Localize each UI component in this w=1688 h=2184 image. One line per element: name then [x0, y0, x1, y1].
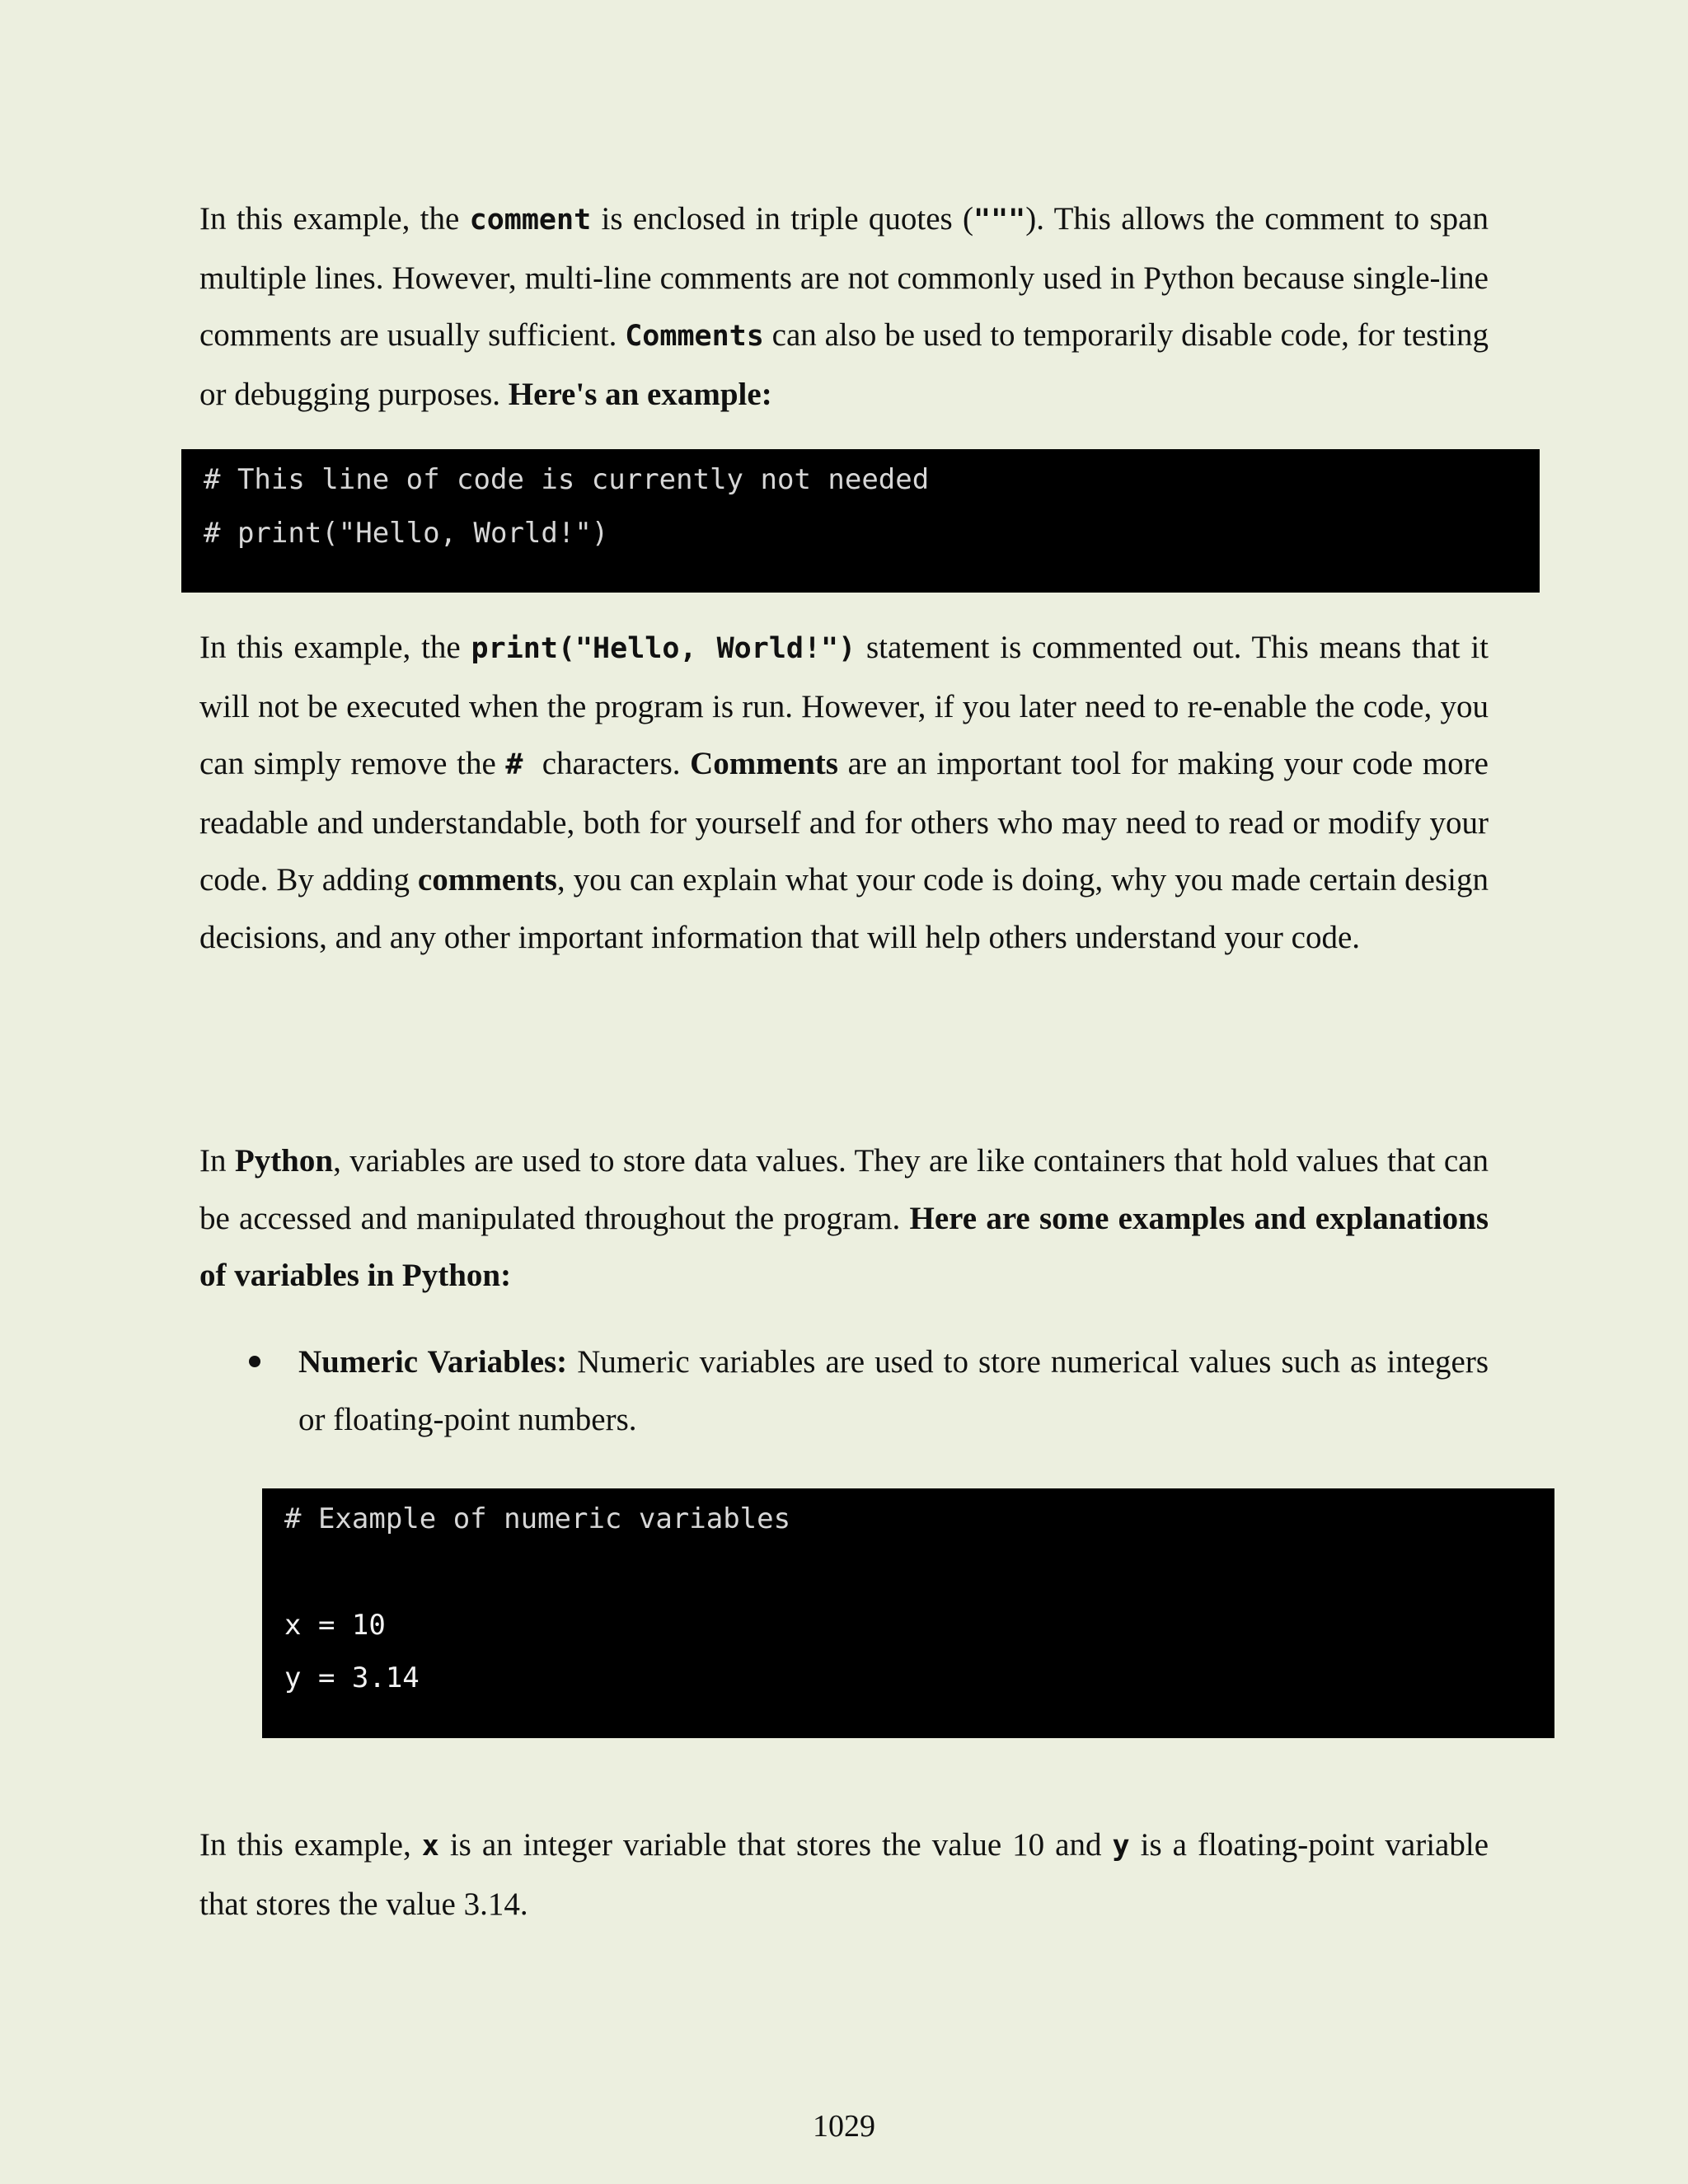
- text-span: In this example, the: [199, 630, 471, 665]
- text-span: ). This allows the comment to span multiple lines. However, multi-line comments are not commonly used in Python because single-line comments are usually sufficient.: [199, 201, 1489, 353]
- inline-code-comment: comment: [469, 204, 592, 237]
- paragraph-multiline-comments: [199, 190, 1489, 423]
- text-span: can also be used to temporarily disable code, for testing or debugging purposes.: [199, 317, 1489, 412]
- text-span: statement is commented out. This means that it will not be executed when the program is run. However, if you later need to re-enable the code, you can simply remove the: [199, 630, 1489, 781]
- inline-code-y: y: [1112, 1830, 1130, 1863]
- inline-code-hash: #: [505, 748, 523, 781]
- code-block-numeric-variables: [262, 1488, 1554, 1738]
- text-span: In this example,: [199, 1827, 422, 1863]
- code-line: # Example of numeric variables: [284, 1502, 791, 1535]
- text-span: Numeric variables are used to store numerical values such as integers or floating-point numbers.: [298, 1344, 1489, 1437]
- inline-code-print-statement: print("Hello, World!"): [471, 632, 856, 665]
- text-span: are an important tool for making your code more readable and understandable, both for yourself and for others who may need to read or modify your code. By adding: [199, 746, 1489, 898]
- code-line: x = 10: [284, 1609, 386, 1642]
- bullet-dot-icon: [249, 1356, 260, 1367]
- inline-code-x: x: [421, 1830, 439, 1863]
- text-span: , you can explain what your code is doing, why you made certain design decisions, and any other important information that will help others understand your code.: [199, 862, 1489, 955]
- text-span: is an integer variable that stores the value 10 and: [438, 1827, 1113, 1863]
- code-line: y = 3.14: [284, 1661, 420, 1694]
- code-line: # This line of code is currently not needed: [204, 463, 930, 496]
- code-line: # print("Hello, World!"): [204, 517, 609, 550]
- bold-comments: Comments: [690, 746, 838, 781]
- inline-code-triple-quotes: """: [973, 204, 1026, 237]
- text-span: In: [199, 1143, 235, 1179]
- page-number: 1029: [813, 2109, 875, 2144]
- text-span: is a floating-point variable that stores the value 3.14.: [199, 1827, 1489, 1922]
- text-span: is enclosed in triple quotes (: [591, 201, 974, 237]
- text-span: , variables are used to store data values. They are like containers that hold values that can be accessed and manipulated throughout the program.: [199, 1143, 1489, 1236]
- paragraph-python-variables: [199, 1132, 1489, 1305]
- bold-heres-an-example: Here's an example:: [508, 376, 772, 412]
- bullet-text: [298, 1333, 1489, 1448]
- bold-examples-intro: Here are some examples and explanations of variables in Python:: [199, 1200, 1489, 1293]
- paragraph-commented-out: [199, 619, 1489, 966]
- bold-numeric-variables: Numeric Variables:: [298, 1344, 568, 1380]
- text-span: characters.: [523, 746, 691, 781]
- bold-python: Python: [234, 1143, 334, 1179]
- bold-comments-lower: comments: [417, 862, 557, 898]
- code-block-commented-print: [181, 449, 1540, 593]
- paragraph-x-y-explanation: [199, 1816, 1489, 1933]
- inline-code-comments: Comments: [625, 320, 764, 353]
- text-span: In this example, the: [199, 201, 470, 237]
